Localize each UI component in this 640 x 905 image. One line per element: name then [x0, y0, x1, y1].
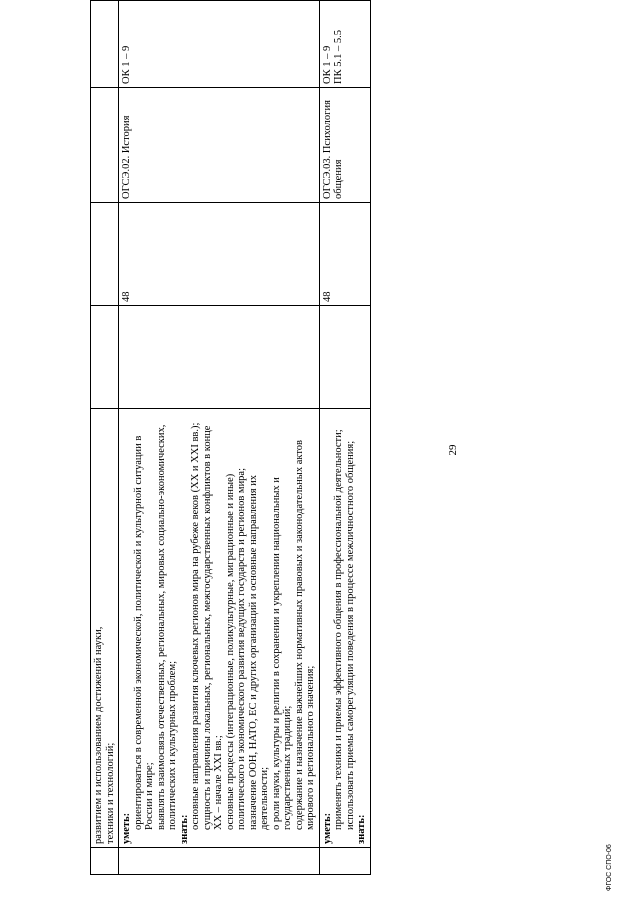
hours-cell: 48 — [119, 203, 320, 306]
list-item: применять техники и приемы эффективного общения в профессиональной деятельности; — [333, 429, 344, 830]
skills-label: уметь: — [121, 812, 132, 844]
index-cell — [119, 848, 320, 875]
content-cell — [119, 409, 320, 848]
skills-label: уметь: — [321, 812, 333, 844]
content-cell — [319, 409, 370, 848]
competence-code: ОК 1 – 9 — [121, 45, 132, 84]
content-cell — [91, 409, 119, 848]
list-item: основные процессы (интеграционные, поликультурные, миграционные и иные) политического и экономического развития ведущих государств и регионов мира; — [224, 467, 247, 830]
discipline-cell: ОГСЭ.02. История — [119, 88, 320, 203]
competence-cell — [91, 1, 119, 88]
max-load-cell — [319, 306, 370, 409]
table-row — [91, 1, 119, 875]
list-item: ориентироваться в современной экономической, политической и культурной ситуации в России и мире; — [132, 435, 155, 830]
knowledge-label: знать: — [178, 814, 190, 844]
max-load-cell — [119, 306, 320, 409]
index-cell — [91, 848, 119, 875]
list-item: сущность и причины локальных, региональных, межгосударственных конфликтов в конце XX – начале XXI вв.; — [201, 425, 224, 830]
text-line: техники и технологий; — [104, 742, 116, 844]
footer-code: ФГОС СПО-06 — [606, 844, 613, 891]
list-item: содержание и назначение важнейших нормативных правовых и законодательных актов мирового и регионального значения; — [293, 440, 316, 830]
competence-cell — [119, 1, 320, 88]
hours-cell — [91, 203, 119, 306]
hours-cell: 48 — [319, 203, 370, 306]
table-row — [119, 1, 320, 875]
list-item: выявлять взаимосвязь отечественных, региональных, мировых социально-экономических, политических и культурных проблем; — [155, 424, 178, 830]
text-line: развитием и использованием достижений науки, — [93, 626, 104, 844]
knowledge-label: знать: — [356, 814, 367, 844]
competence-code: ПК 5.1 – 5.5 — [333, 30, 344, 84]
max-load-cell — [91, 306, 119, 409]
page-number: 29 — [447, 444, 459, 456]
list-item: о роли науки, культуры и религии в сохранении и укреплении национальных и государственных традиций; — [270, 477, 293, 830]
competence-code: ОК 1 – 9 — [321, 45, 333, 84]
table-row — [319, 1, 370, 875]
curriculum-table — [90, 0, 371, 875]
list-item: назначение ООН, НАТО, ЕС и других организаций и основные направления их деятельности; — [247, 474, 270, 830]
discipline-cell — [91, 88, 119, 203]
list-item: основные направления развития ключевых регионов мира на рубеже веков (XX и XXI вв.); — [190, 422, 201, 830]
list-item: использовать приемы саморегуляции поведения в процессе межличностного общения; — [344, 440, 356, 830]
index-cell — [319, 848, 370, 875]
competence-cell — [319, 1, 370, 88]
discipline-cell: ОГСЭ.03. Психология общения — [319, 88, 370, 203]
